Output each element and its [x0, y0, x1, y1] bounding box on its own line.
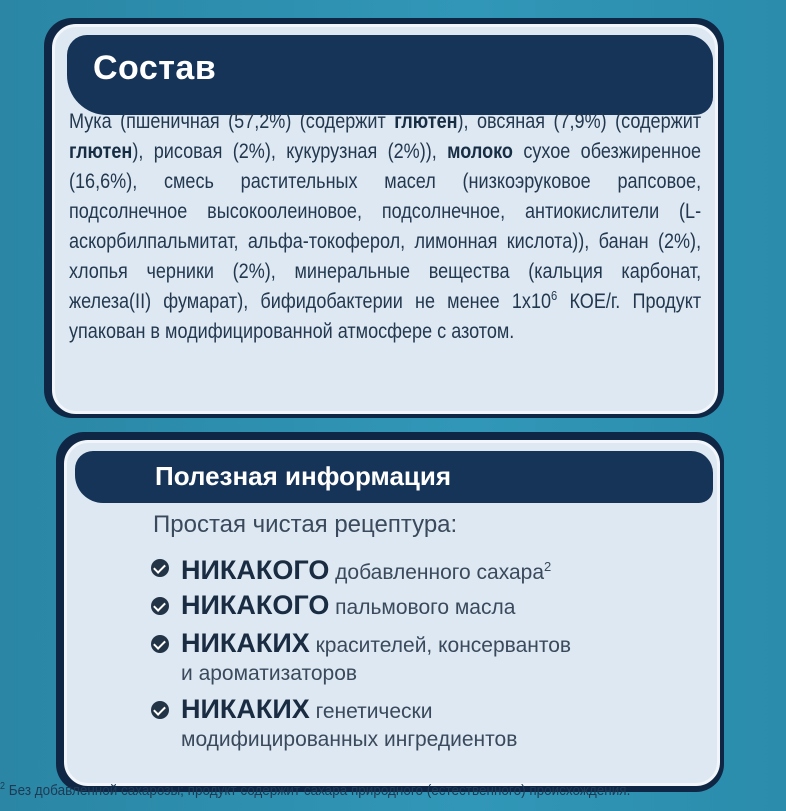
footnote-text: Без добавленной сахарозы; продукт содержит сахара природного (естественного) происхождения.	[5, 782, 631, 799]
composition-card	[52, 24, 718, 414]
composition-text	[69, 107, 701, 347]
check-circle-icon	[151, 597, 169, 615]
benefit-text: пальмового масла	[329, 596, 516, 619]
ingredient-text: сухое обезжиренное (16,6%), смесь растительных масел (низкоэруковое рапсовое, подсолнечное высокоолеиновое, подсолнечное, антиокислители (L-аскорбилпальмитат, альфа-токоферол, лимонная кислота)), банан (2%), хлопья черники (2%), минеральные вещества (кальция карбонат, железа(II) фумарат), бифидобактерии не менее 1x10	[69, 140, 702, 313]
footnote-ref: 2	[544, 559, 552, 574]
recipe-intro: Простая чистая рецептура:	[153, 511, 458, 538]
benefit-item	[151, 695, 517, 754]
ingredient-text: Мука (пшеничная (57,2%) (содержит	[69, 110, 395, 133]
footnote	[0, 781, 783, 799]
benefit-item	[151, 591, 515, 622]
ingredient-text: ), рисовая (2%), кукурузная (2%)),	[132, 140, 448, 163]
benefit-text-line2: модифицированных ингредиентов	[181, 728, 518, 751]
check-circle-icon	[151, 701, 169, 719]
useful-info-header	[75, 451, 713, 503]
composition-header	[67, 35, 713, 115]
check-circle-icon	[151, 559, 169, 577]
benefit-item	[151, 629, 571, 688]
allergen-highlight: глютен	[394, 110, 458, 133]
benefit-text: генетически	[309, 700, 433, 723]
benefit-emphasis: НИКАКИХ	[181, 628, 310, 658]
benefit-text: красителей, консервантов	[309, 634, 572, 657]
allergen-highlight: глютен	[69, 140, 133, 163]
benefit-emphasis: НИКАКОГО	[181, 590, 330, 620]
check-circle-icon	[151, 635, 169, 653]
ingredient-text: КОЕ/г. Продукт упакован в модифицированной атмосфере с азотом.	[69, 290, 702, 343]
useful-info-title: Полезная информация	[155, 461, 452, 491]
benefit-item	[151, 553, 551, 587]
benefit-text: добавленного сахара	[329, 561, 544, 584]
footnote-mark: 2	[0, 781, 6, 792]
allergen-highlight: молоко	[447, 140, 513, 163]
benefit-emphasis: НИКАКОГО	[181, 555, 330, 585]
ingredient-text: ), овсяная (7,9%) (содержит	[457, 110, 702, 133]
benefit-emphasis: НИКАКИХ	[181, 694, 310, 724]
composition-title: Состав	[93, 49, 217, 87]
benefit-text-line2: и ароматизаторов	[181, 662, 358, 685]
exponent: 6	[551, 288, 558, 303]
useful-info-card	[64, 440, 720, 786]
